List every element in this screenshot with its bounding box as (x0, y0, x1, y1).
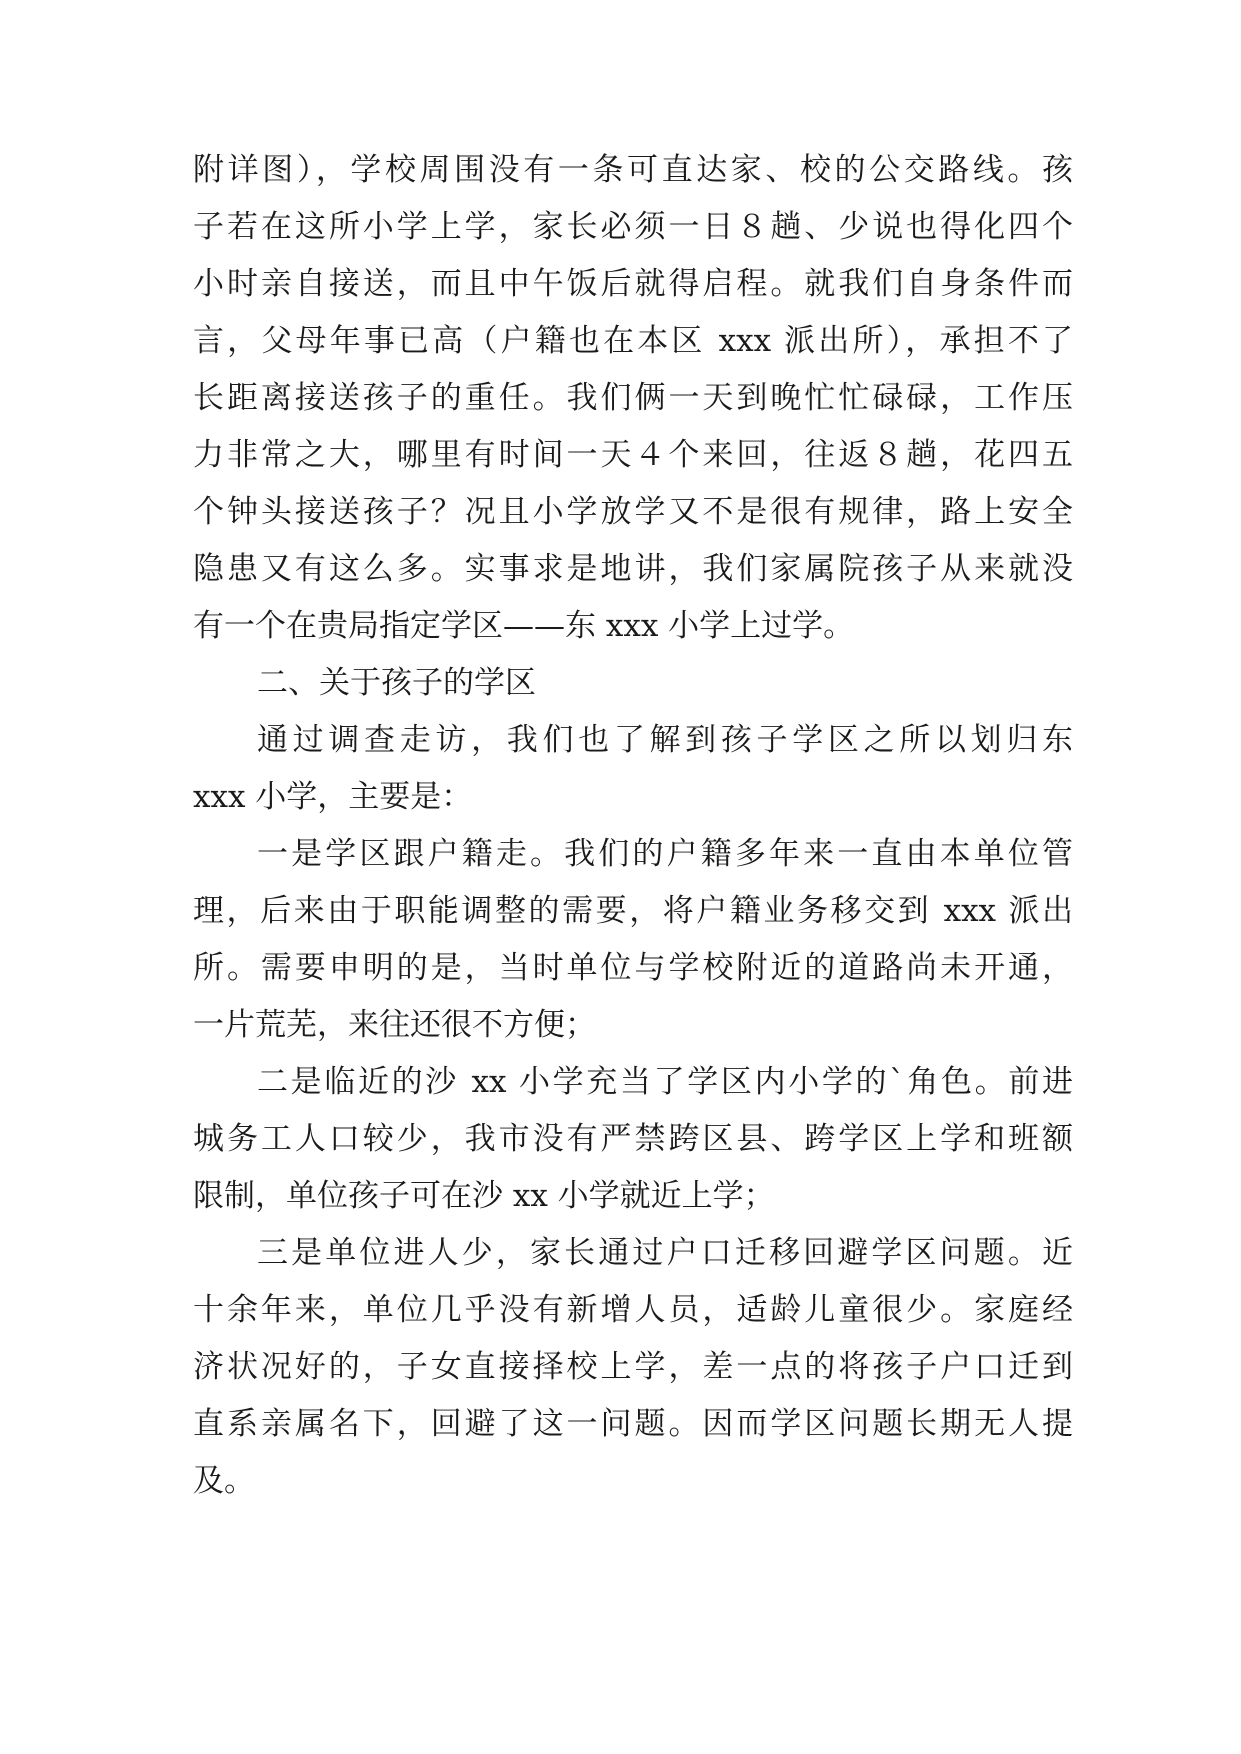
text-line: 言，父母年事已高（户籍也在本区 xxx 派出所），承担不了 (193, 323, 1073, 359)
text-line: xxx 小学，主要是： (193, 779, 473, 815)
text-line: 通过调查走访，我们也了解到孩子学区之所以划归东 (257, 722, 1073, 758)
text-line: 济状况好的，子女直接择校上学，差一点的将孩子户口迁到 (193, 1349, 1073, 1385)
text-line: 城务工人口较少，我市没有严禁跨区县、跨学区上学和班额 (193, 1121, 1073, 1157)
text-line: 一片荒芜，来往还很不方便； (193, 1007, 596, 1043)
text-line: 小时亲自接送，而且中午饭后就得启程。就我们自身条件而 (193, 266, 1073, 302)
text-line: 限制，单位孩子可在沙 xx 小学就近上学； (193, 1178, 775, 1214)
text-line: 力非常之大，哪里有时间一天４个来回，往返８趟，花四五 (193, 437, 1073, 473)
text-line: 所。需要申明的是，当时单位与学校附近的道路尚未开通， (193, 950, 1073, 986)
text-line: 三是单位进人少，家长通过户口迁移回避学区问题。近 (257, 1235, 1073, 1271)
text-line: 一是学区跟户籍走。我们的户籍多年来一直由本单位管 (257, 836, 1073, 872)
text-line: 附详图），学校周围没有一条可直达家、校的公交路线。孩 (193, 152, 1073, 188)
section-heading: 二、关于孩子的学区 (257, 665, 536, 701)
text-line: 隐患又有这么多。实事求是地讲，我们家属院孩子从来就没 (193, 551, 1073, 587)
text-line: 二是临近的沙 xx 小学充当了学区内小学的`角色。前进 (257, 1064, 1073, 1100)
text-line: 直系亲属名下，回避了这一问题。因而学区问题长期无人提 (193, 1406, 1073, 1442)
text-line: 理，后来由于职能调整的需要，将户籍业务移交到 xxx 派出 (193, 893, 1073, 929)
text-line: 长距离接送孩子的重任。我们俩一天到晚忙忙碌碌，工作压 (193, 380, 1073, 416)
text-line: 子若在这所小学上学，家长必须一日８趟、少说也得化四个 (193, 209, 1073, 245)
text-line: 个钟头接送孩子？况且小学放学又不是很有规律，路上安全 (193, 494, 1073, 530)
text-line: 有一个在贵局指定学区——东 xxx 小学上过学。 (193, 608, 855, 644)
text-line: 十余年来，单位几乎没有新增人员，适龄儿童很少。家庭经 (193, 1292, 1073, 1328)
text-line: 及。 (193, 1463, 255, 1499)
